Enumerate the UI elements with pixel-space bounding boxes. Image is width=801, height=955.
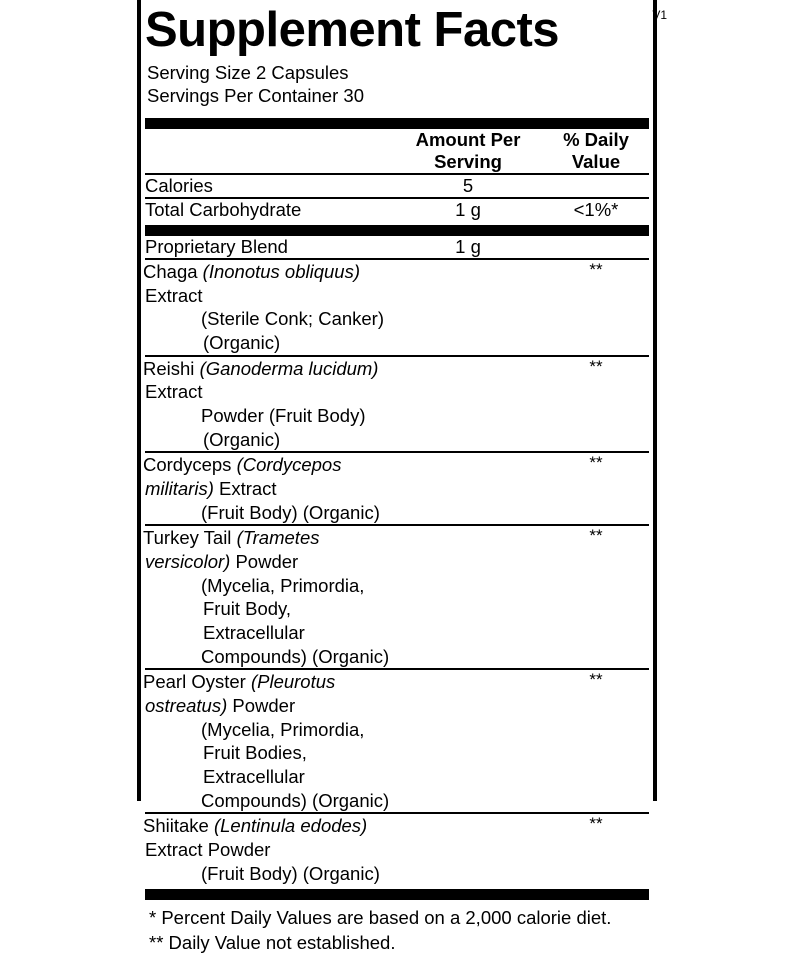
ingredient-detail: Compounds) (Organic) [201,645,390,667]
ingredient-detail: Powder (Fruit Body) (Organic) [201,404,366,450]
blend-name: Proprietary Blend [145,235,288,257]
blend-table [145,236,649,885]
ingredient-dv: ** [543,356,649,453]
ingredient-name: Cordyceps (Cordycepos militaris) Extract (Fruit Body) (Organic) [145,452,393,525]
ingredient-detail: (Sterile Conk; Canker) (Organic) [201,308,385,353]
ingredient-detail: (Fruit Body) (Organic) [201,862,380,884]
ingredient-name: Chaga (Inonotus obliquus) Extract (Sterile Conk; Canker) (Organic) [145,259,393,356]
ingredient-amount [393,669,543,813]
table-header-row [145,129,649,174]
ingredient-amount [393,356,543,453]
nutrient-amount: 5 [393,174,543,198]
divider-thick-top [145,118,649,129]
ingredient-detail: (Fruit Body) (Organic) [201,501,380,523]
header-daily-value: % Daily Value [563,128,629,172]
ingredient-amount [393,525,543,669]
table-row [145,813,649,885]
ingredient-dv: ** [543,669,649,813]
ingredient-name: Shiitake (Lentinula edodes) Extract Powder (Fruit Body) (Organic) [145,813,393,885]
ingredient-dv: ** [543,452,649,525]
nutrition-table [145,129,649,221]
ingredient-dv: ** [543,525,649,669]
ingredient-detail: (Mycelia, Primordia, Fruit Body, Extracellular [201,574,365,643]
nutrient-name: Total Carbohydrate [145,198,393,221]
nutrient-name: Calories [145,174,393,198]
ingredient-detail: Compounds) (Organic) [201,789,390,811]
version-mark: V1 [652,8,667,22]
table-row [145,669,649,813]
footnote-daily-value: * Percent Daily Values are based on a 2,000 calorie diet. [149,907,612,929]
table-row [145,259,649,356]
ingredient-amount [393,259,543,356]
table-row [145,356,649,453]
header-spacer [145,129,393,174]
divider-thick-mid [145,225,649,236]
ingredient-name: Turkey Tail (Trametes versicolor) Powder (Mycelia, Primordia, Fruit Body, Extracellular Compounds) (Organic) [145,525,393,669]
footnote-not-established: ** Daily Value not established. [149,931,396,953]
supplement-facts-panel [137,0,667,953]
ingredient-amount [393,452,543,525]
blend-amount: 1 g [455,235,481,257]
table-row [145,452,649,525]
table-row [145,525,649,669]
page-title: Supplement Facts [145,3,560,57]
ingredient-name: Pearl Oyster (Pleurotus ostreatus) Powder (Mycelia, Primordia, Fruit Bodies, Extracellular Compounds) (Organic) [145,669,393,813]
header-amount-per-serving: Amount Per Serving [415,128,521,172]
divider-thick-bottom [145,889,649,900]
ingredient-name: Reishi (Ganoderma lucidum) Extract Powder (Fruit Body) (Organic) [145,356,393,453]
servings-per-container: Servings Per Container 30 [147,84,364,106]
nutrient-dv: <1%* [543,198,649,221]
ingredient-detail: (Mycelia, Primordia, Fruit Bodies, Extracellular [201,718,365,787]
ingredient-dv: ** [543,813,649,885]
table-row [145,198,649,221]
ingredient-dv: ** [543,259,649,356]
title-block [141,3,667,57]
nutrient-dv [543,174,649,198]
serving-size: Serving Size 2 Capsules [147,62,349,83]
ingredient-amount [393,813,543,885]
table-row [145,174,649,198]
nutrient-amount: 1 g [393,198,543,221]
blend-dv [543,236,649,259]
table-row [145,236,649,259]
